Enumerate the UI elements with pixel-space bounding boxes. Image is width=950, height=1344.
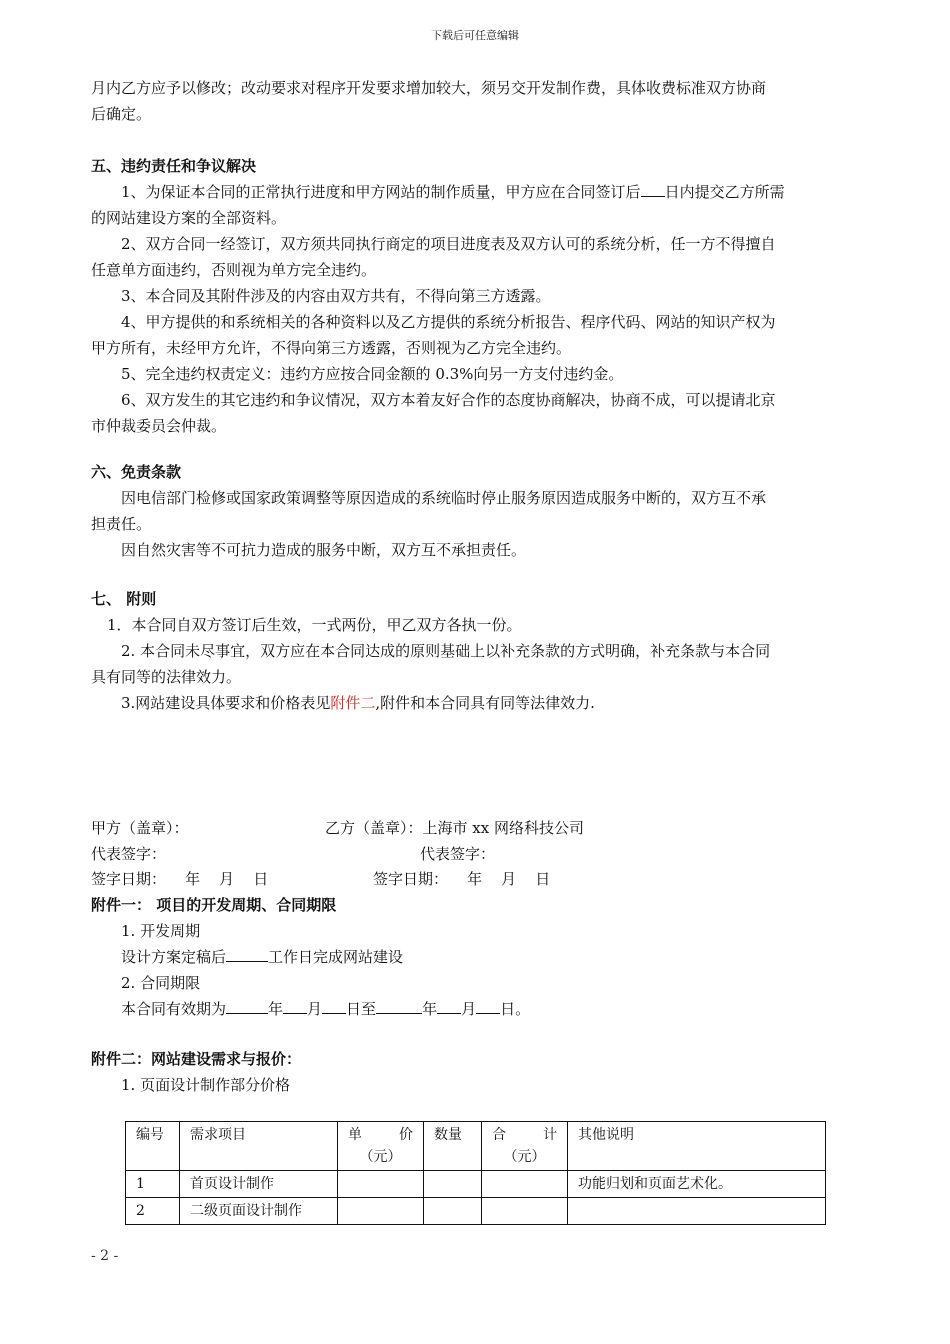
party-b-seal: 乙方（盖章）：上海市 xx 网络科技公司 (325, 819, 584, 837)
table-header-cell: 编号 (126, 1122, 180, 1171)
clause-line: 5、完全违约权责定义：违约方应按合同金额的 0.3%向另一方支付违约金。 (121, 365, 624, 383)
clause-line: 具有同等的法律效力。 (91, 668, 242, 686)
table-row (126, 1171, 826, 1198)
clause-line: 2、双方合同一经签订，双方须共同执行商定的项目进度表及双方认可的系统分析，任一方不得擅自 (121, 235, 776, 253)
table-header-cell: 需求项目 (180, 1122, 338, 1171)
annex-subtitle: 1. 开发周期 (121, 922, 201, 940)
clause-line: 任意单方面违约，否则视为单方完全违约。 (91, 261, 377, 279)
section-breach-liability (91, 153, 861, 439)
clause-line: 甲方所有，未经甲方允许，不得向第三方透露，否则视为乙方完全违约。 (91, 339, 572, 357)
blank-field (476, 999, 500, 1014)
page-number: - 2 - (91, 1248, 119, 1264)
table-cell (424, 1171, 482, 1198)
clause-line: 担责任。 (91, 515, 152, 533)
blank-field (283, 999, 307, 1014)
table-cell: 首页设计制作 (180, 1171, 338, 1198)
clause-line: 1、为保证本合同的正常执行进度和甲方网站的制作质量，甲方应在合同签订后 日内提交乙方所需 (121, 183, 785, 201)
clause-line: 6、双方发生的其它违约和争议情况，双方本着友好合作的态度协商解决，协商不成，可以提请北京 (121, 391, 776, 409)
table-cell (338, 1171, 424, 1198)
blank-field (376, 999, 422, 1014)
table-cell: 1 (126, 1171, 180, 1198)
blank-field (226, 947, 268, 962)
intro-paragraph (91, 75, 861, 127)
blank-field (322, 999, 346, 1014)
blank-field (226, 999, 268, 1014)
annex-line: 本合同有效期为 年 月 日至 年 月 日。 (121, 1000, 531, 1018)
party-b-sign-date: 签字日期： 年 月 日 (373, 870, 551, 888)
section-title: 六、免责条款 (91, 463, 182, 481)
table-cell (482, 1171, 568, 1198)
annex-two-link[interactable]: 附件二 (330, 694, 376, 712)
annex-line: 设计方案定稿后 工作日完成网站建设 (121, 948, 404, 966)
intro-line: 后确定。 (91, 105, 152, 123)
table-header-cell: 合 计 （元） (482, 1122, 568, 1171)
section-title: 五、违约责任和争议解决 (91, 157, 257, 175)
intro-line: 月内乙方应予以修改；改动要求对程序开发要求增加较大，须另交开发制作费，具体收费标准双方协商 (91, 79, 767, 97)
table-cell: 功能归划和页面艺术化。 (568, 1171, 826, 1198)
annex-title: 附件二：网站建设需求与报价： (91, 1050, 302, 1068)
table-cell (424, 1198, 482, 1225)
table-cell (338, 1198, 424, 1225)
annex-title: 附件一： 项目的开发周期、合同期限 (91, 896, 337, 914)
table-cell: 2 (126, 1198, 180, 1225)
clause-line: 市仲裁委员会仲裁。 (91, 417, 227, 435)
table-row (126, 1198, 826, 1225)
annex-subtitle: 1. 页面设计制作部分价格 (121, 1076, 291, 1094)
price-table (125, 1121, 826, 1225)
party-a-representative: 代表签字： (91, 845, 167, 863)
clause-line: 的网站建设方案的全部资料。 (91, 209, 287, 227)
party-a-sign-date: 签字日期： 年 月 日 (91, 870, 269, 888)
table-header-row (126, 1122, 826, 1171)
clause-line: 3、本合同及其附件涉及的内容由双方共有，不得向第三方透露。 (121, 287, 551, 305)
annex-two (91, 1046, 861, 1098)
clause-line: 因自然灾害等不可抗力造成的服务中断，双方互不承担责任。 (121, 541, 527, 559)
section-disclaimer (91, 459, 861, 563)
clause-line: 2. 本合同未尽事宜，双方应在本合同达成的原则基础上以补充条款的方式明确，补充条款与本合同 (121, 642, 771, 660)
annex-subtitle: 2. 合同期限 (121, 974, 201, 992)
clause-line: 3.网站建设具体要求和价格表见附件二,附件和本合同具有同等法律效力. (121, 694, 595, 712)
section-title: 七、 附则 (91, 590, 157, 608)
annex-one (91, 892, 861, 1022)
clause-line: 1．本合同自双方签订后生效，一式两份，甲乙双方各执一份。 (107, 616, 522, 634)
page-header: 下载后可任意编辑 (431, 29, 519, 42)
table-header-cell: 数量 (424, 1122, 482, 1171)
party-b-representative: 代表签字： (420, 845, 496, 863)
table-cell (482, 1198, 568, 1225)
clause-line: 因电信部门检修或国家政策调整等原因造成的系统临时停止服务原因造成服务中断的，双方互不承 (121, 489, 767, 507)
section-supplementary (91, 586, 861, 716)
table-cell (568, 1198, 826, 1225)
table-cell: 二级页面设计制作 (180, 1198, 338, 1225)
blank-field (641, 182, 665, 197)
blank-field (437, 999, 461, 1014)
clause-line: 4、甲方提供的和系统相关的各种资料以及乙方提供的系统分析报告、程序代码、网站的知识产权为 (121, 313, 776, 331)
table-header-cell: 其他说明 (568, 1122, 826, 1171)
party-a-seal: 甲方（盖章）： (91, 819, 189, 837)
table-header-cell: 单 价 （元） (338, 1122, 424, 1171)
